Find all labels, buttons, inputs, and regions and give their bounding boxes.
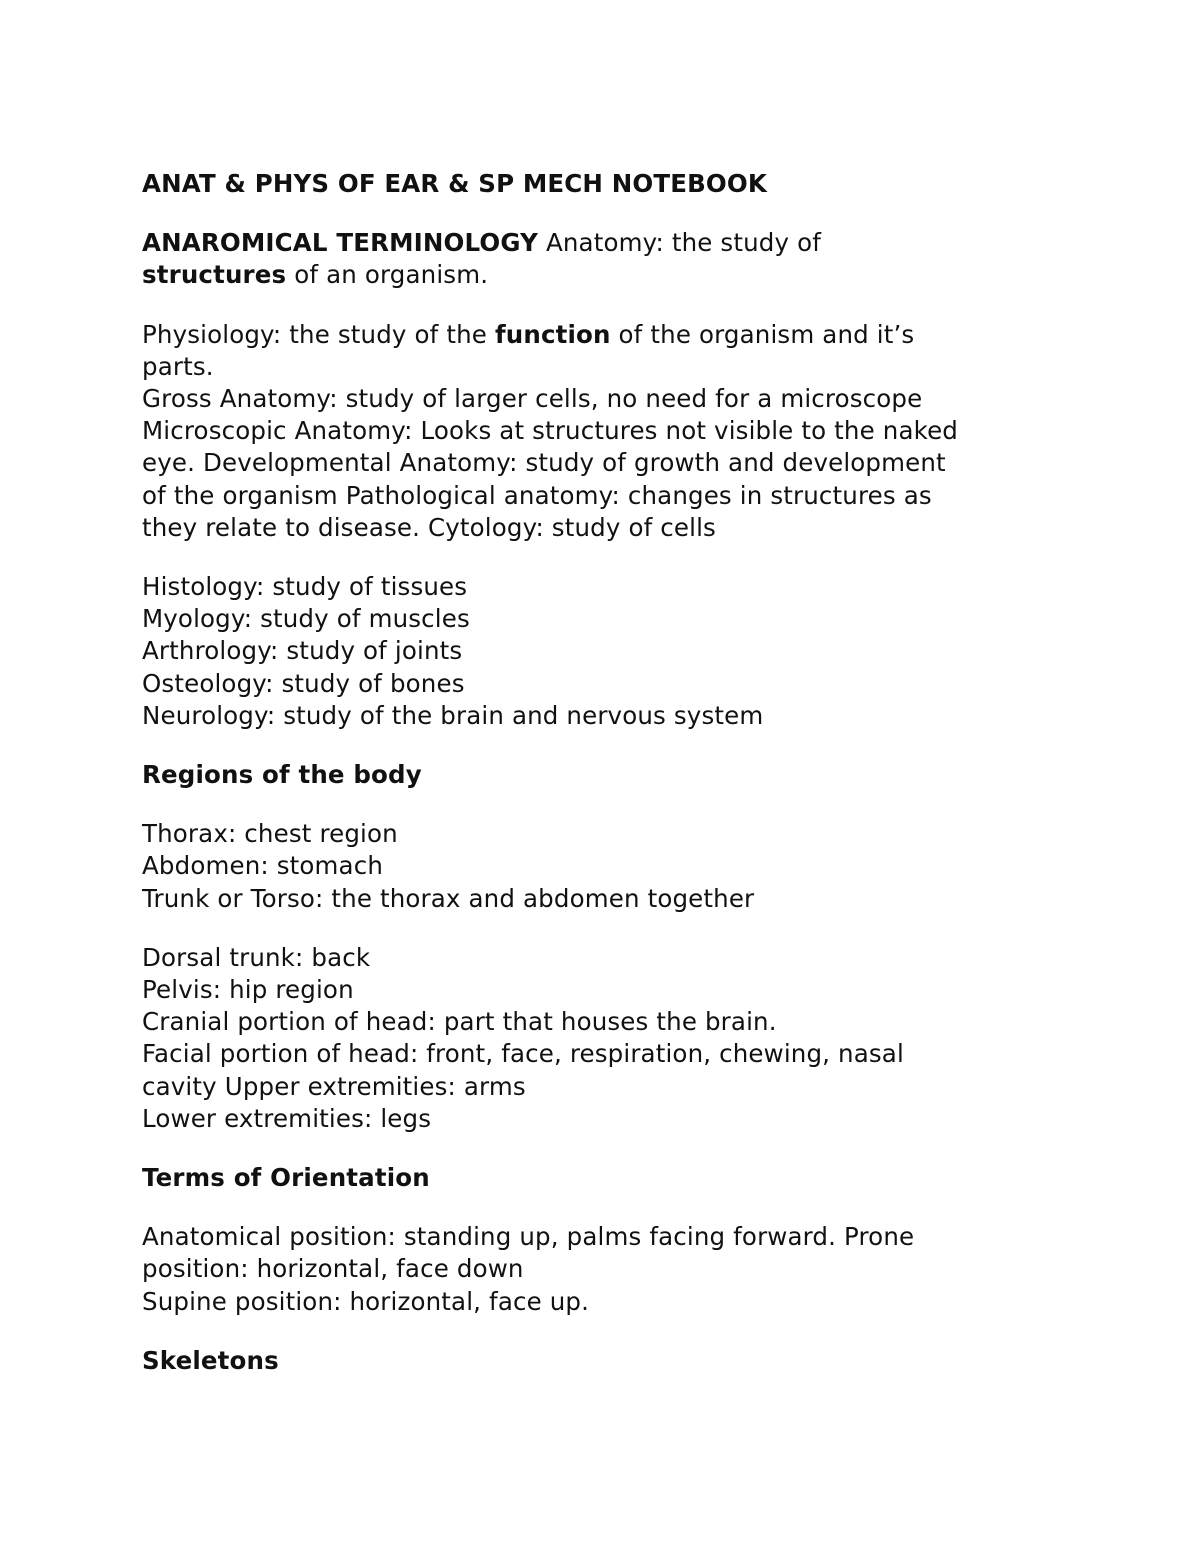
orientation-line: position: horizontal, face down [142, 1254, 524, 1284]
study-item: Myology: study of muscles [142, 604, 470, 634]
orientation-line: Supine position: horizontal, face up. [142, 1286, 590, 1316]
skeletons-heading: Skeletons [142, 1345, 279, 1375]
anatomy-definition-line [142, 259, 1072, 291]
region-item: Cranial portion of head: part that houses the brain. [142, 1007, 777, 1037]
terminology-line: eye. Developmental Anatomy: study of growth and development [142, 448, 946, 478]
anatomy-definition-end: of an organism. [286, 260, 489, 290]
region-item: Dorsal trunk: back [142, 942, 371, 972]
document-page [142, 168, 1072, 1377]
terminology-line: Microscopic Anatomy: Looks at structures not visible to the naked [142, 416, 959, 446]
region-item: cavity Upper extremities: arms [142, 1071, 526, 1101]
region-item: Abdomen: stomach [142, 851, 383, 881]
orientation-heading: Terms of Orientation [142, 1163, 430, 1193]
region-item: Thorax: chest region [142, 819, 398, 849]
region-item: Facial portion of head: front, face, respiration, chewing, nasal [142, 1039, 904, 1069]
study-item: Neurology: study of the brain and nervous system [142, 700, 764, 730]
study-item: Arthrology: study of joints [142, 636, 463, 666]
function-term: function [494, 319, 611, 349]
physiology-end: of the organism and it’s [610, 319, 915, 349]
terminology-line: they relate to disease. Cytology: study of cells [142, 512, 716, 542]
region-item: Pelvis: hip region [142, 975, 354, 1005]
study-item: Histology: study of tissues [142, 572, 468, 602]
terminology-line: parts. [142, 351, 214, 381]
terminology-line: of the organism Pathological anatomy: changes in structures as [142, 480, 932, 510]
orientation-line: Anatomical position: standing up, palms facing forward. Prone [142, 1222, 915, 1252]
anatomy-definition-start: Anatomy: the study of [538, 228, 821, 258]
study-item: Osteology: study of bones [142, 668, 465, 698]
physiology-start: Physiology: the study of the [142, 319, 495, 349]
terminology-paragraph [142, 227, 1072, 259]
terminology-line: Gross Anatomy: study of larger cells, no need for a microscope [142, 384, 923, 414]
region-item: Trunk or Torso: the thorax and abdomen together [142, 883, 755, 913]
region-item: Lower extremities: legs [142, 1103, 432, 1133]
document-title: ANAT & PHYS OF EAR & SP MECH NOTEBOOK [142, 169, 768, 198]
physiology-line [142, 319, 1072, 351]
structures-term: structures [142, 260, 287, 290]
regions-heading: Regions of the body [142, 760, 422, 790]
terminology-heading: ANAROMICAL TERMINOLOGY [142, 228, 539, 258]
